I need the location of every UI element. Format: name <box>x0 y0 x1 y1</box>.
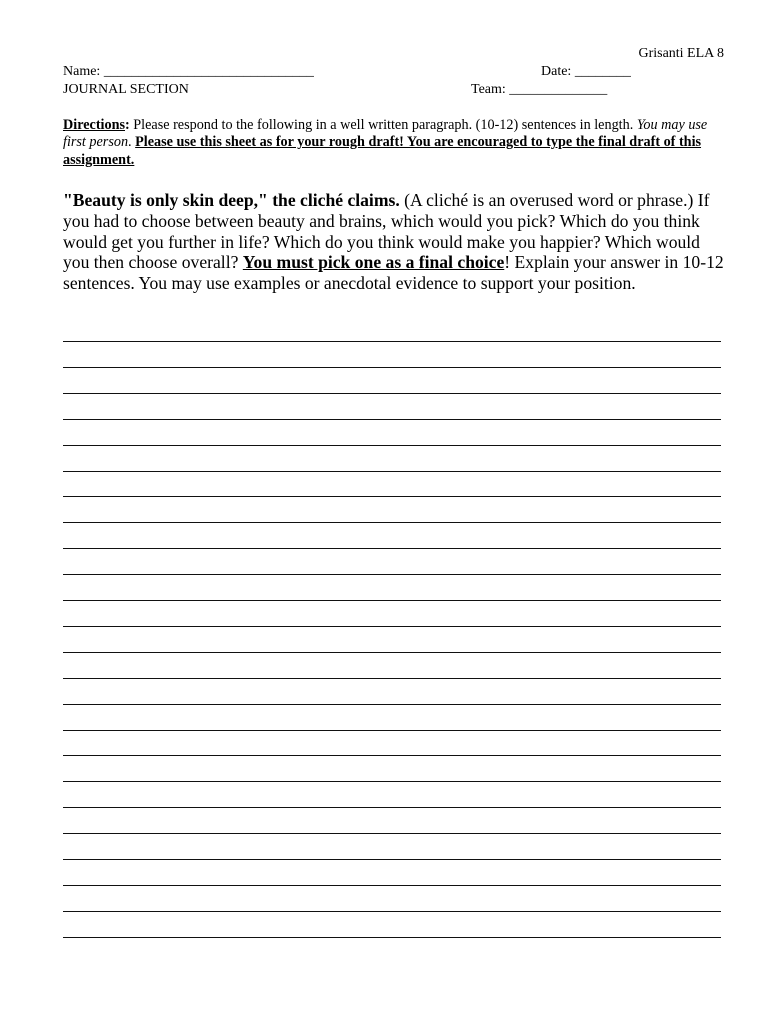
writing-line <box>63 367 721 368</box>
prompt-must-pick: You must pick one as a final choice <box>242 252 505 273</box>
directions-label: Directions <box>63 117 125 133</box>
writing-line <box>63 704 721 705</box>
writing-line <box>63 652 721 653</box>
journal-prompt <box>63 190 725 294</box>
name-field: Name: ______________________________ <box>63 64 314 79</box>
writing-line <box>63 548 721 549</box>
prompt-text-1: (A cliché is an overused word or phrase.) If you had to choose between beauty and brains, which would you pick? Which do you think would get you further in life? Which do you think would make you happier? Which would you then choose overall? <box>63 190 710 273</box>
directions-rough-draft-note: Please use this sheet as for your rough draft! You are encouraged to type the final draft of this assignment. <box>63 134 702 168</box>
course-label: Grisanti ELA 8 <box>638 46 724 61</box>
date-field: Date: ________ <box>541 64 631 79</box>
writing-line <box>63 885 721 886</box>
writing-line <box>63 859 721 860</box>
writing-line <box>63 471 721 472</box>
writing-line <box>63 600 721 601</box>
writing-line <box>63 574 721 575</box>
section-label: JOURNAL SECTION <box>63 82 189 97</box>
directions-colon: : <box>125 117 130 133</box>
writing-line <box>63 445 721 446</box>
writing-line <box>63 496 721 497</box>
writing-line <box>63 341 721 342</box>
directions-first-person: You may use first person <box>63 117 708 151</box>
team-field: Team: ______________ <box>471 82 608 97</box>
writing-line <box>63 730 721 731</box>
prompt-text-2: ! Explain your answer in 10-12 sentences. You may use examples or anecdotal evidence to support your position. <box>63 252 724 294</box>
writing-line <box>63 419 721 420</box>
writing-line <box>63 781 721 782</box>
writing-line <box>63 522 721 523</box>
writing-line <box>63 755 721 756</box>
writing-line <box>63 937 721 938</box>
writing-line <box>63 833 721 834</box>
writing-line <box>63 393 721 394</box>
writing-line <box>63 807 721 808</box>
writing-line <box>63 626 721 627</box>
directions-after-italic: . <box>128 134 136 151</box>
writing-line <box>63 678 721 679</box>
directions-text: Please respond to the following in a well written paragraph. (10-12) sentences in length. <box>129 117 637 133</box>
directions-paragraph <box>63 117 718 169</box>
prompt-quote: "Beauty is only skin deep," the cliché claims. <box>63 190 400 210</box>
writing-line <box>63 911 721 912</box>
